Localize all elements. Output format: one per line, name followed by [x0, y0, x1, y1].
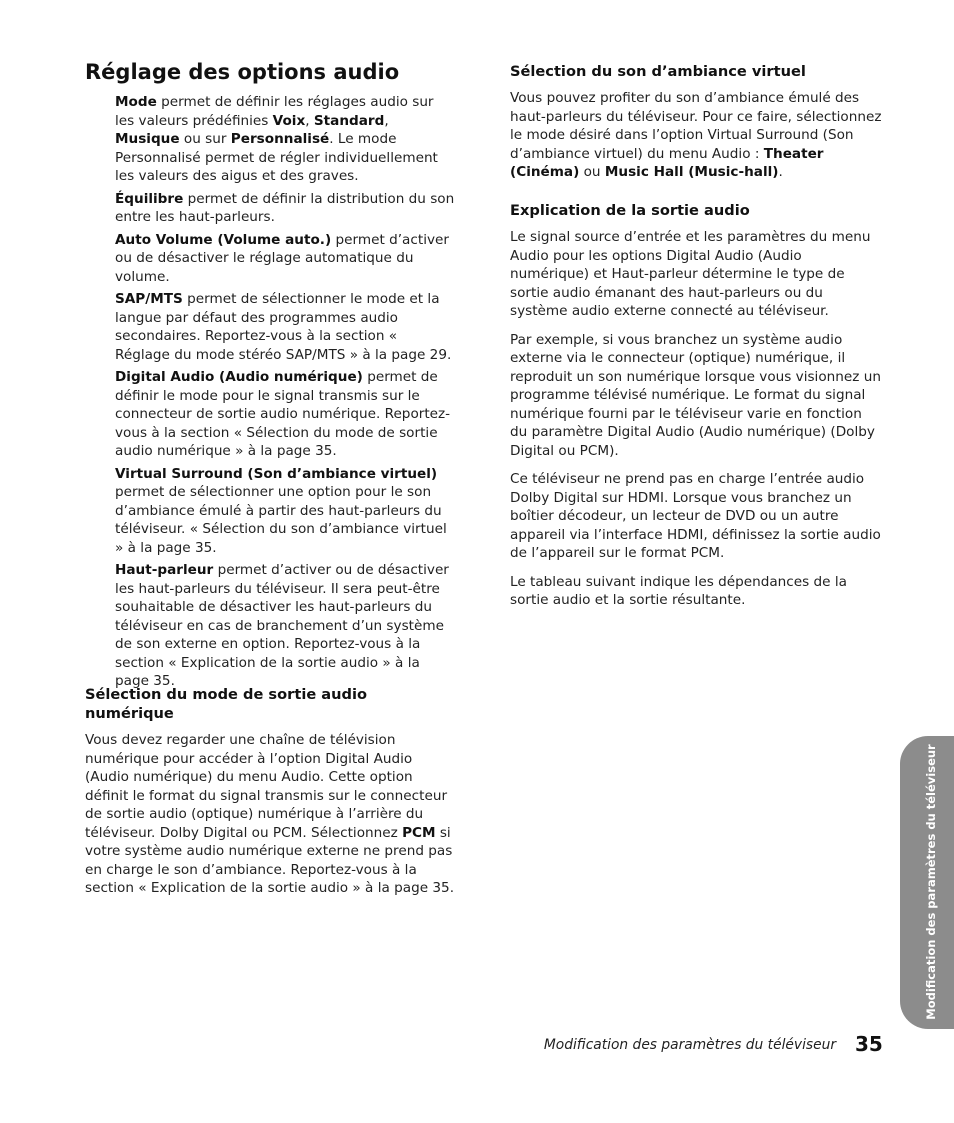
emphasis-text: Theater (Cinéma)	[510, 145, 824, 180]
section-heading: Sélection du mode de sortie audio numérique	[85, 686, 368, 722]
section-heading: Explication de la sortie audio	[510, 202, 750, 219]
definition-item: Haut-parleur permet d’activer ou de désactiver les haut-parleurs du téléviseur. Il sera peut-être souhaitable de désactiver les haut-parleurs du téléviseur en cas de branchement d’un système de son externe en option. Reportez-vous à la section « Explication de la sortie audio » à la page 35.	[115, 562, 449, 689]
emphasis-text: Personnalisé	[230, 131, 330, 147]
definition-term: Mode	[115, 94, 157, 110]
emphasis-text: Standard	[313, 112, 385, 129]
definition-term: SAP/MTS	[115, 291, 183, 307]
section-sortie	[510, 201, 882, 620]
emphasis-text: Music Hall (Music-hall)	[604, 164, 779, 180]
body-paragraph: Ce téléviseur ne prend pas en charge l’entrée audio Dolby Digital sur HDMI. Lorsque vous branchez un boîtier décodeur, un lecteur de DVD ou un autre appareil via l’interface HDMI, définissez la sortie audio de l’appareil sur le format PCM.	[510, 471, 881, 561]
definition-term: Équilibre	[115, 190, 184, 207]
definition-item: Auto Volume (Volume auto.) permet d’activer ou de désactiver le réglage automatique du volume.	[115, 231, 449, 285]
emphasis-text: Voix	[272, 112, 306, 129]
body-paragraph: Vous devez regarder une chaîne de télévision numérique pour accéder à l’option Digital Audio (Audio numérique) du menu Audio. Cette option définit le format du signal transmis sur le connecteur de sortie audio (optique) numérique à l’arrière du téléviseur. Dolby Digital ou PCM. Sélectionnez PCM si votre système audio numérique externe ne prend pas en charge le son d’ambiance. Reportez-vous à la section « Explication de la sortie audio » à la page 35.	[85, 732, 455, 896]
definition-item: Digital Audio (Audio numérique) permet de définir le mode pour le signal transmis sur le connecteur de sortie audio numérique. Reportez-vous à la section « Sélection du mode de sortie audio numérique » à la page 35.	[115, 369, 451, 459]
definition-term: Auto Volume (Volume auto.)	[115, 231, 332, 248]
body-paragraph: Par exemple, si vous branchez un système audio externe via le connecteur (optique) numérique, il reproduit un son numérique lorsque vous visionnez un programme télévisé numérique. Le format du signal numérique fourni par le téléviseur varie en fonction du paramètre Digital Audio (Audio numérique) (Dolby Digital ou PCM).	[510, 331, 881, 459]
chapter-side-tab-label: Modification des paramètres du téléviseur	[924, 744, 938, 1020]
emphasis-text: PCM	[402, 824, 436, 841]
definition-list	[115, 93, 455, 695]
definition-term: Haut-parleur	[115, 562, 214, 578]
emphasis-text: Musique	[115, 131, 180, 147]
section-ambiance	[510, 62, 882, 192]
section-mode-sortie	[85, 685, 455, 908]
definition-item: SAP/MTS permet de sélectionner le mode et la langue par défaut des programmes audio secondaires. Reportez-vous à la section « Réglage du mode stéréo SAP/MTS » à la page 29.	[115, 291, 452, 363]
definition-term: Digital Audio (Audio numérique)	[115, 369, 363, 385]
definition-term: Virtual Surround (Son d’ambiance virtuel)	[115, 465, 438, 482]
body-paragraph: Vous pouvez profiter du son d’ambiance émulé des haut-parleurs du téléviseur. Pour ce faire, sélectionnez le mode désiré dans l’option Virtual Surround (Son d’ambiance virtuel) du menu Audio : Theater (Cinéma) ou Music Hall (Music-hall).	[510, 90, 882, 180]
page-title: Réglage des options audio	[85, 60, 400, 84]
section-heading: Sélection du son d’ambiance virtuel	[510, 63, 806, 80]
footer-chapter-title: Modification des paramètres du téléviseur	[543, 1037, 836, 1053]
definition-item: Équilibre permet de définir la distribution du son entre les haut-parleurs.	[115, 190, 455, 225]
body-paragraph: Le signal source d’entrée et les paramètres du menu Audio pour les options Digital Audio (Audio numérique) et Haut-parleur détermine le type de sortie audio émanant des haut-parleurs ou du système audio externe connecté au téléviseur.	[510, 229, 871, 319]
definition-item: Virtual Surround (Son d’ambiance virtuel) permet de sélectionner une option pour le son d’ambiance émulé à partir des haut-parleurs du téléviseur. « Sélection du son d’ambiance virtuel » à la page 35.	[115, 465, 447, 556]
page-number: 35	[855, 1032, 883, 1056]
definition-item: Mode permet de définir les réglages audio sur les valeurs prédéfinies Voix, Standard, Musique ou sur Personnalisé. Le mode Personnalisé permet de régler individuellement les valeurs des aigus et des graves.	[115, 94, 438, 184]
body-paragraph: Le tableau suivant indique les dépendances de la sortie audio et la sortie résultante.	[510, 573, 847, 608]
